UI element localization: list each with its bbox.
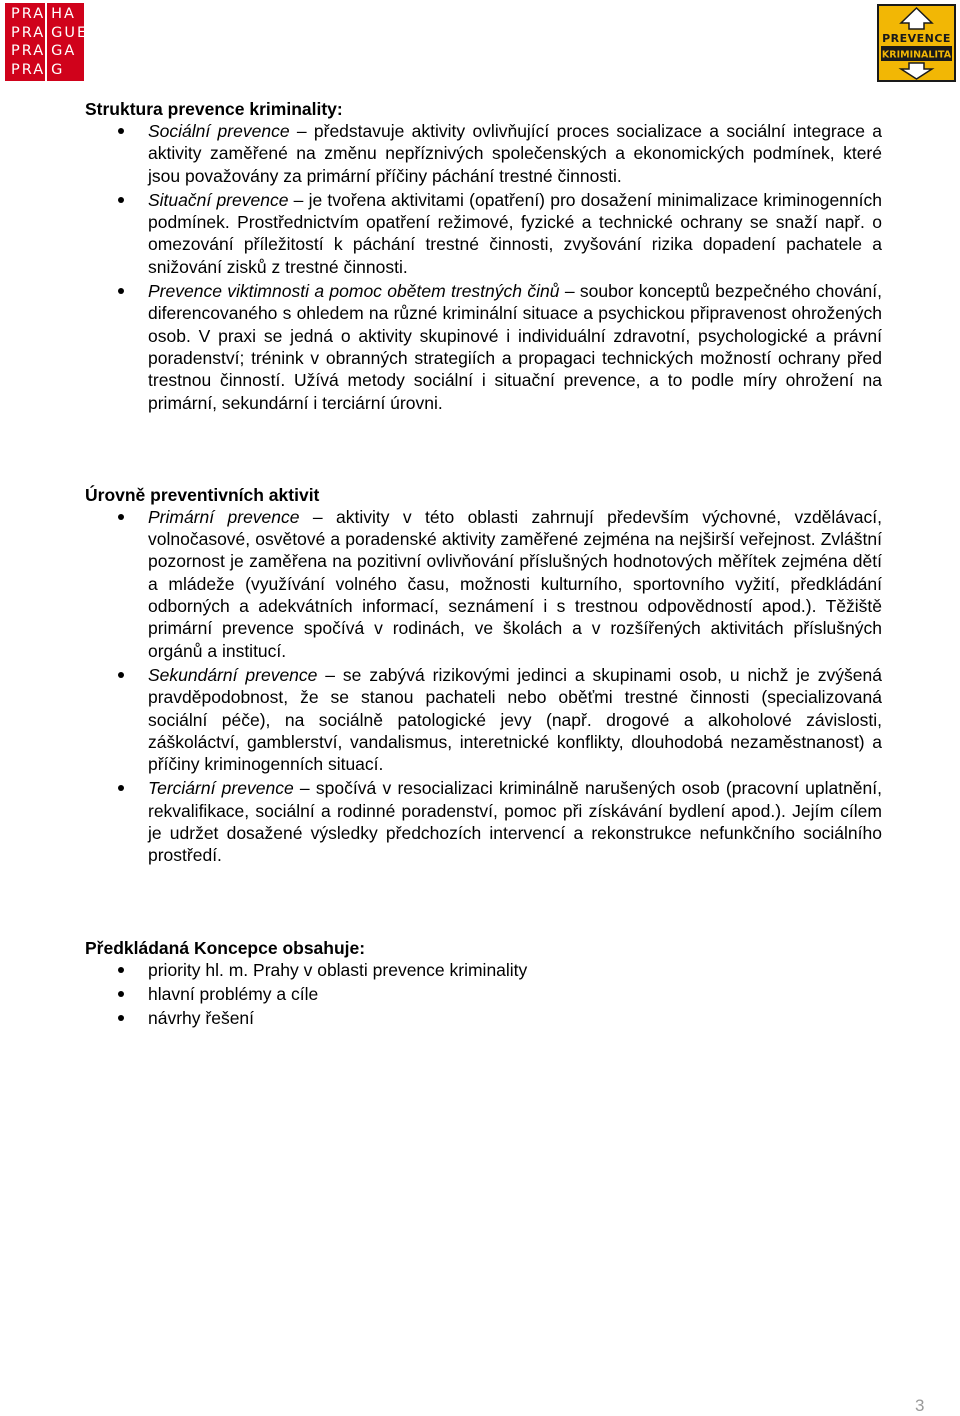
section-struktura <box>85 98 882 414</box>
list-item-text: priority hl. m. Prahy v oblasti prevence kriminality <box>148 959 528 980</box>
praha-logo-left-column <box>5 3 47 81</box>
list-item <box>148 664 882 775</box>
list-item <box>148 120 882 187</box>
list-item-term: Sekundární prevence <box>148 664 318 685</box>
praha-logo-right-column <box>47 3 88 81</box>
section-urovne <box>85 484 882 867</box>
praha-logo-text: GA <box>51 43 77 60</box>
list-item <box>148 1007 882 1029</box>
list-item <box>148 983 882 1005</box>
list-item-text: návrhy řešení <box>148 1008 255 1029</box>
praha-logo-text: PRA <box>11 43 46 60</box>
list-item <box>148 777 882 866</box>
list-item-text: hlavní problémy a cíle <box>148 983 319 1004</box>
praha-logo-text: PRA <box>11 6 46 22</box>
praha-logo-text: GUE <box>51 24 89 41</box>
page-number: 3 <box>915 1396 925 1415</box>
praha-logo-text: PRA <box>11 61 46 78</box>
list-item-term: Terciární prevence <box>148 778 294 799</box>
list-item-text: – aktivity v této oblasti zahrnují především výchovné, vzdělávací, volnočasové, osvětové a poradenské aktivity zaměřené zejména na nejširší veřejnost. Zvláštní pozornost je zaměřena na pozitivní ovlivňování příslušných hodnotových měřítek zejména dětí a mládeže (využívání volného času, možnosti kulturního, sportovního vyžití, předkládání odborných a adekvátních informací, seznámení i s trestnou odpovědností apod.). Těžiště primární prevence spočívá v rodinách, ve školách a v rozšířených aktivitách příslušných orgánů a institucí. <box>148 506 882 661</box>
list-item-term: Sociální prevence <box>148 121 290 141</box>
bullet-list <box>85 959 882 1030</box>
praha-logo-text: G <box>51 61 65 78</box>
list-item <box>148 506 882 662</box>
list-item-text: – spočívá v resocializaci kriminálně narušených osob (pracovní uplatnění, rekvalifikace, sociální a rodinné poradenství, pomoc při získávání bydlení apod.). Jejím cílem je udržet dosažené výsledky předchozích intervencí a rekonstrukce nefunkčního sociálního prostředí. <box>148 778 882 866</box>
section-heading: Struktura prevence kriminality: <box>85 99 343 119</box>
list-item <box>148 959 882 981</box>
list-item-term: Primární prevence <box>148 506 300 527</box>
list-item <box>148 189 882 278</box>
list-item-text: – soubor konceptů bezpečného chování, diferencovaného s ohledem na různé kriminální situace a psychickou připravenost ohrožených osob. V praxi se jedná o aktivity skupinové i individuální zdravotní, psychologické a právní poradenství; trénink v obranných strategiích a propagaci technických možností ochrany před trestnou činností. Užívá metody sociální i situační prevence, a to podle míry ohrožení na primární, sekundární i terciární úrovni. <box>148 281 883 413</box>
bullet-list <box>85 120 882 414</box>
list-item-text: – je tvořena aktivitami (opatření) pro dosažení minimalizace kriminogenních podmínek. Prostřednictvím opatření režimové, fyzické a technické ochrany se snaží např. o omezování příležitostí k páchání trestné činnosti, zvyšování rizika dopadení pachatele a snižování zisků z trestné činnosti. <box>148 189 882 277</box>
section-heading: Předkládaná Koncepce obsahuje: <box>85 937 366 958</box>
list-item-text: – představuje aktivity ovlivňující proces socializace a sociální integrace a aktivity zaměřené na změnu nepříznivých společenských a ekonomických podmínek, které jsou považovány za primární příčiny páchání trestné činnosti. <box>148 121 882 186</box>
list-item <box>148 280 882 414</box>
prevence-kriminality-logo <box>877 4 956 82</box>
bullet-list <box>85 506 882 867</box>
praha-logo-text: HA <box>51 6 76 22</box>
prevence-logo-line2: KRIMINALITA <box>881 49 952 61</box>
praha-logo-text: PRA <box>11 24 46 41</box>
section-koncepce <box>85 937 882 1030</box>
arrow-down-icon <box>901 63 932 79</box>
arrow-up-icon <box>901 8 932 29</box>
section-heading: Úrovně preventivních aktivit <box>85 484 320 505</box>
list-item-text: – se zabývá rizikovými jedinci a skupinami osob, u nichž je zvýšená pravděpodobnost, že se stanou pachateli nebo oběťmi trestné činnosti (specializovaná sociální péče), na sociálně patologické jevy (např. drogové a alkoholové závislosti, záškoláctví, gamblerství, vandalismus, interetnické konflikty, dlouhodobá nezaměstnanost) a příčiny kriminogenních situací. <box>148 664 882 775</box>
prevence-logo-line1: PREVENCE <box>882 32 951 45</box>
list-item-term: Situační prevence <box>148 189 289 210</box>
prevence-logo-graphic <box>879 6 954 80</box>
praha-logo <box>5 3 89 81</box>
document-body <box>85 98 882 1032</box>
list-item-term: Prevence viktimnosti a pomoc obětem trestných činů <box>148 281 560 302</box>
